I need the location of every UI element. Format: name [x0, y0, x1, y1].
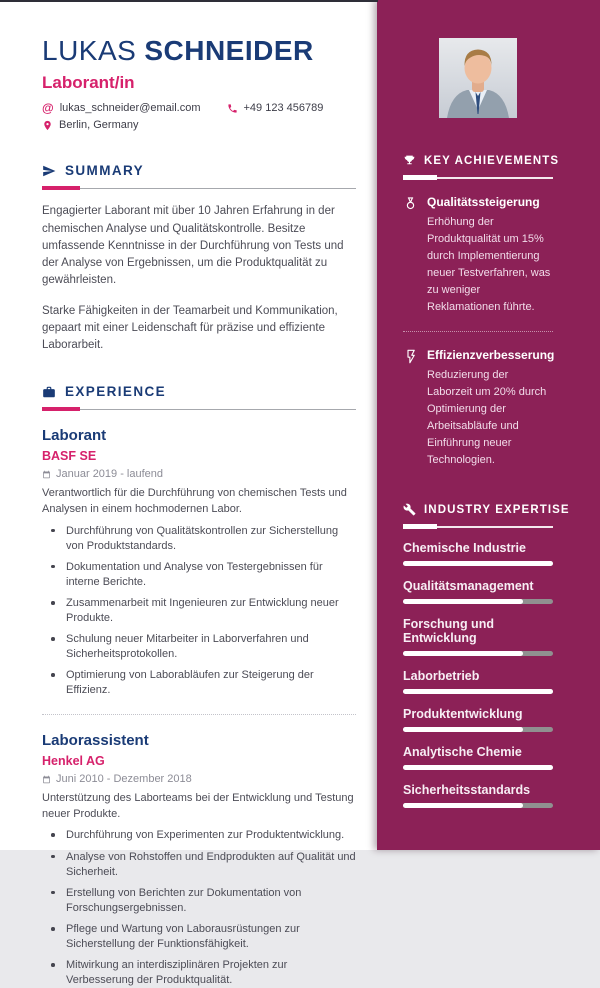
skill-bar-fill [403, 727, 523, 732]
expertise-heading [403, 503, 570, 516]
skill-label: Qualitätsmanagement [403, 578, 534, 593]
job-bullet-list [42, 828, 356, 988]
sidebar [377, 0, 600, 850]
achievement-title: Effizienzverbesserung [427, 347, 555, 362]
profile-photo [439, 38, 517, 118]
job-company: BASF SE [42, 449, 97, 464]
first-name: LUKAS [42, 35, 137, 66]
summary-paragraph: Starke Fähigkeiten in der Teamarbeit und Kommunikation, gepaart mit einer Leidenschaft für präzise und effiziente Laborarbeit. [42, 304, 338, 352]
job-bullet: Analyse von Rohstoffen und Endprodukten auf Qualität und Sicherheit. [42, 850, 356, 880]
wrench-icon [403, 503, 416, 516]
email-text: lukas_schneider@email.com [59, 102, 201, 115]
section-divider [42, 409, 356, 410]
achievement-text: Erhöhung der Produktqualität um 15% durch Implementierung neuer Testverfahren, was zu weniger Reklamationen führte. [427, 215, 551, 313]
job-bullet: Mitwirkung an interdisziplinären Projekten zur Verbesserung der Produktqualität. [42, 958, 356, 988]
skill-item [403, 617, 553, 656]
location-text: Berlin, Germany [59, 119, 139, 132]
skill-bar [403, 651, 553, 656]
achievement-text: Reduzierung der Laborzeit um 20% durch Optimierung der Arbeitsabläufe und Einführung neuer Technologien. [427, 368, 547, 467]
summary-heading [42, 163, 356, 178]
achievement-separator [403, 331, 553, 332]
contact-row-2 [42, 119, 356, 131]
skill-item [403, 783, 553, 808]
job-description: Unterstützung des Laborteams bei der Entwicklung und Testung neuer Produkte. [42, 792, 354, 820]
calendar-icon [42, 470, 51, 479]
section-divider [42, 188, 356, 189]
achievement-item [403, 348, 553, 469]
skill-bar-fill [403, 765, 553, 770]
job-bullet: Schulung neuer Mitarbeiter in Laborverfahren und Sicherheitsprotokollen. [42, 632, 356, 662]
phone-icon [227, 103, 238, 114]
job-bullet: Dokumentation und Analyse von Testergebnissen für interne Berichte. [42, 560, 356, 590]
skill-bar [403, 599, 553, 604]
achievements-heading-label: KEY ACHIEVEMENTS [424, 154, 560, 167]
job-entry [42, 427, 356, 698]
skill-item [403, 707, 553, 732]
skill-bar-fill [403, 599, 523, 604]
job-bullet: Optimierung von Laborabläufen zur Steigerung der Effizienz. [42, 668, 356, 698]
job-company: Henkel AG [42, 754, 105, 769]
skill-item [403, 745, 553, 770]
contact-phone [227, 102, 324, 114]
skill-item [403, 579, 553, 604]
skill-bar [403, 765, 553, 770]
skill-label: Produktentwicklung [403, 706, 523, 721]
contact-email [42, 102, 201, 114]
job-bullet: Erstellung von Berichten zur Dokumentation von Forschungsergebnissen. [42, 886, 356, 916]
job-title: Laborant [42, 427, 107, 445]
summary-section [42, 163, 356, 354]
candidate-name [42, 36, 356, 65]
contact-row [42, 102, 356, 114]
job-entry [42, 732, 356, 988]
job-title: Laborassistent [42, 732, 149, 750]
contact-location [42, 119, 138, 131]
skill-label: Forschung und Entwicklung [403, 616, 494, 645]
expertise-section [403, 503, 570, 808]
skill-bar-fill [403, 651, 523, 656]
job-bullet: Durchführung von Experimenten zur Produktentwicklung. [42, 828, 356, 843]
skill-bar-fill [403, 803, 523, 808]
job-dates [42, 773, 356, 785]
job-dates-text: Juni 2010 - Dezember 2018 [56, 773, 192, 786]
job-separator [42, 714, 356, 715]
skill-item [403, 669, 553, 694]
skill-label: Laborbetrieb [403, 668, 480, 683]
job-bullet: Durchführung von Qualitätskontrollen zur Sicherstellung von Produktstandards. [42, 524, 356, 554]
skill-label: Sicherheitsstandards [403, 782, 531, 797]
job-dates-text: Januar 2019 - laufend [56, 468, 164, 481]
achievements-section [403, 154, 560, 469]
phone-text: +49 123 456789 [243, 102, 324, 115]
job-bullet-list [42, 524, 356, 698]
side-section-divider [403, 526, 553, 528]
resume-header [42, 36, 356, 131]
last-name: SCHNEIDER [144, 35, 314, 66]
skill-bar-fill [403, 689, 553, 694]
skill-bar [403, 561, 553, 566]
at-icon: @ [42, 101, 54, 116]
experience-heading-label: EXPERIENCE [65, 384, 167, 400]
skill-bar-fill [403, 561, 553, 566]
achievement-item [403, 195, 553, 316]
job-dates [42, 468, 356, 480]
expertise-heading-label: INDUSTRY EXPERTISE [424, 503, 570, 516]
medal-icon [403, 195, 418, 316]
paper-plane-icon [42, 164, 56, 178]
lightning-icon [403, 348, 418, 469]
calendar-icon [42, 775, 51, 784]
skill-item [403, 541, 553, 566]
job-description: Verantwortlich für die Durchführung von chemischen Tests und Analysen in einem hochmodernen Labor. [42, 487, 347, 515]
achievements-heading [403, 154, 560, 167]
skill-label: Chemische Industrie [403, 540, 526, 555]
achievement-content [427, 195, 553, 316]
job-bullet: Pflege und Wartung von Laborausrüstungen zur Sicherstellung der Funktionsfähigkeit. [42, 922, 356, 952]
experience-heading [42, 384, 356, 399]
summary-paragraph: Engagierter Laborant mit über 10 Jahren Erfahrung in der chemischen Analyse und Qualitätskontrolle. Besitze umfassende Kenntnisse in der Durchführung von Tests und der Analyse von Ergebnissen, um die Produktqualität zu gewährleisten. [42, 205, 344, 287]
job-bullet: Zusammenarbeit mit Ingenieuren zur Entwicklung neuer Produkte. [42, 596, 356, 626]
experience-section [42, 384, 356, 988]
side-section-divider [403, 177, 553, 179]
skill-bar [403, 803, 553, 808]
candidate-role: Laborant/in [42, 73, 135, 93]
skill-bar [403, 727, 553, 732]
trophy-icon [403, 154, 416, 167]
briefcase-icon [42, 385, 56, 399]
skill-bar [403, 689, 553, 694]
achievement-content [427, 348, 554, 469]
skill-label: Analytische Chemie [403, 744, 522, 759]
summary-heading-label: SUMMARY [65, 163, 145, 179]
top-border [0, 0, 378, 2]
map-pin-icon [42, 120, 53, 131]
achievement-title: Qualitätssteigerung [427, 194, 540, 209]
